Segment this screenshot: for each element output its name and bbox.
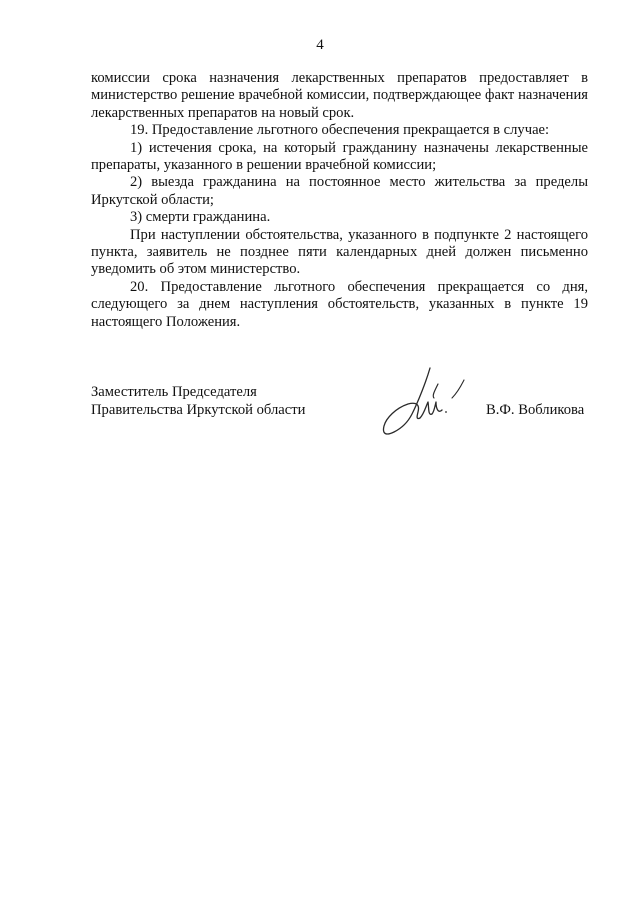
signature-stroke-flourish: [433, 384, 438, 398]
paragraph-subitem-1: 1) истечения срока, на который гражданину назначены лекарственные препараты, указанного в решении врачебной комиссии;: [91, 139, 588, 174]
signature-stroke-main: [383, 368, 442, 434]
signatory-title-line-1: Заместитель Председателя: [91, 384, 257, 400]
page-number: 4: [316, 37, 324, 53]
paragraph-item-19: 19. Предоставление льготного обеспечения прекращается в случае:: [130, 122, 550, 139]
signature-dot: [445, 411, 447, 413]
signatory-name: В.Ф. Вобликова: [486, 402, 585, 418]
paragraph-notification: При наступлении обстоятельства, указанного в подпункте 2 настоящего пункта, заявитель не позднее пяти календарных дней должен письменно уведомить об этом министерство.: [91, 226, 588, 278]
signatory-title: [91, 383, 305, 419]
paragraph-item-20: 20. Предоставление льготного обеспечения прекращается со дня, следующего за днем наступления обстоятельств, указанных в пункте 19 настоящего Положения.: [91, 278, 588, 330]
paragraph-subitem-3: 3) смерти гражданина.: [130, 209, 271, 226]
document-body: [91, 70, 588, 331]
signature-stroke-accent: [452, 380, 464, 398]
signatory-title-line-2: Правительства Иркутской области: [91, 402, 306, 418]
paragraph-subitem-2: 2) выезда гражданина на постоянное место жительства за пределы Иркутской области;: [91, 174, 588, 208]
paragraph-continuation: комиссии срока назначения лекарственных препаратов предоставляет в министерство решение врачебной комиссии, подтверждающее факт назначения лекарственных препаратов на новый срок.: [91, 70, 588, 121]
handwritten-signature: [372, 362, 482, 440]
